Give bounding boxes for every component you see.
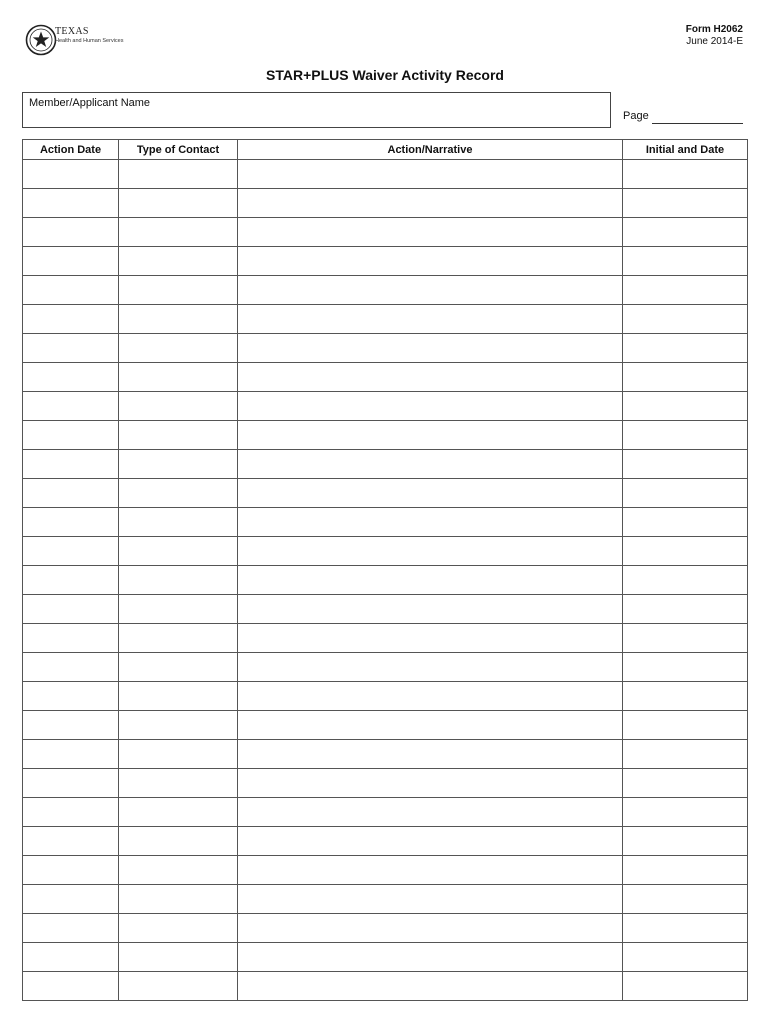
initial-and-date-cell[interactable] — [623, 972, 748, 1001]
logo-state-text: TEXAS — [55, 26, 89, 37]
action-date-cell[interactable] — [23, 334, 119, 363]
page-number-field[interactable] — [652, 123, 743, 124]
action-narrative-cell[interactable] — [238, 508, 623, 537]
initial-and-date-cell[interactable] — [623, 189, 748, 218]
initial-and-date-cell[interactable] — [623, 537, 748, 566]
column-action-narrative: Action/Narrative — [238, 140, 623, 160]
action-narrative-cell[interactable] — [238, 537, 623, 566]
type-of-contact-cell[interactable] — [119, 624, 238, 653]
table-row — [23, 421, 748, 450]
action-narrative-cell[interactable] — [238, 943, 623, 972]
initial-and-date-cell[interactable] — [623, 450, 748, 479]
action-narrative-cell[interactable] — [238, 711, 623, 740]
table-row — [23, 508, 748, 537]
table-row — [23, 827, 748, 856]
type-of-contact-cell[interactable] — [119, 740, 238, 769]
initial-and-date-cell[interactable] — [623, 479, 748, 508]
initial-and-date-cell[interactable] — [623, 769, 748, 798]
form-title: STAR+PLUS Waiver Activity Record — [266, 67, 504, 83]
action-narrative-cell[interactable] — [238, 827, 623, 856]
type-of-contact-cell[interactable] — [119, 247, 238, 276]
action-date-cell[interactable] — [23, 189, 119, 218]
action-narrative-cell[interactable] — [238, 856, 623, 885]
type-of-contact-cell[interactable] — [119, 189, 238, 218]
type-of-contact-cell[interactable] — [119, 363, 238, 392]
table-row — [23, 566, 748, 595]
table-row — [23, 972, 748, 1001]
initial-and-date-cell[interactable] — [623, 566, 748, 595]
action-narrative-cell[interactable] — [238, 363, 623, 392]
form-number: Form H2062 — [685, 24, 743, 35]
action-narrative-cell[interactable] — [238, 392, 623, 421]
column-type-of-contact: Type of Contact — [119, 140, 238, 160]
table-row — [23, 682, 748, 711]
initial-and-date-cell[interactable] — [623, 624, 748, 653]
type-of-contact-cell[interactable] — [119, 856, 238, 885]
table-row — [23, 247, 748, 276]
type-of-contact-cell[interactable] — [119, 769, 238, 798]
column-initial-and-date: Initial and Date — [623, 140, 748, 160]
initial-and-date-cell[interactable] — [623, 160, 748, 189]
type-of-contact-cell[interactable] — [119, 334, 238, 363]
action-narrative-cell[interactable] — [238, 972, 623, 1001]
action-date-cell[interactable] — [23, 798, 119, 827]
initial-and-date-cell[interactable] — [623, 798, 748, 827]
type-of-contact-cell[interactable] — [119, 479, 238, 508]
texas-seal-icon — [25, 24, 57, 56]
type-of-contact-cell[interactable] — [119, 566, 238, 595]
initial-and-date-cell[interactable] — [623, 508, 748, 537]
action-date-cell[interactable] — [23, 276, 119, 305]
type-of-contact-cell[interactable] — [119, 914, 238, 943]
action-narrative-cell[interactable] — [238, 247, 623, 276]
initial-and-date-cell[interactable] — [623, 305, 748, 334]
action-date-cell[interactable] — [23, 885, 119, 914]
action-date-cell[interactable] — [23, 421, 119, 450]
initial-and-date-cell[interactable] — [623, 421, 748, 450]
initial-and-date-cell[interactable] — [623, 885, 748, 914]
action-narrative-cell[interactable] — [238, 276, 623, 305]
action-date-cell[interactable] — [23, 218, 119, 247]
initial-and-date-cell[interactable] — [623, 827, 748, 856]
type-of-contact-cell[interactable] — [119, 392, 238, 421]
action-date-cell[interactable] — [23, 305, 119, 334]
table-row — [23, 740, 748, 769]
type-of-contact-cell[interactable] — [119, 943, 238, 972]
initial-and-date-cell[interactable] — [623, 218, 748, 247]
type-of-contact-cell[interactable] — [119, 508, 238, 537]
table-row — [23, 160, 748, 189]
action-narrative-cell[interactable] — [238, 885, 623, 914]
action-date-cell[interactable] — [23, 653, 119, 682]
table-row — [23, 653, 748, 682]
type-of-contact-cell[interactable] — [119, 276, 238, 305]
table-header-row — [23, 140, 748, 160]
form-revision-date: June 2014-E — [686, 36, 743, 47]
action-date-cell[interactable] — [23, 595, 119, 624]
type-of-contact-cell[interactable] — [119, 218, 238, 247]
type-of-contact-cell[interactable] — [119, 653, 238, 682]
action-narrative-cell[interactable] — [238, 914, 623, 943]
initial-and-date-cell[interactable] — [623, 363, 748, 392]
initial-and-date-cell[interactable] — [623, 682, 748, 711]
table-row — [23, 624, 748, 653]
type-of-contact-cell[interactable] — [119, 972, 238, 1001]
action-narrative-cell[interactable] — [238, 682, 623, 711]
table-row — [23, 218, 748, 247]
table-row — [23, 305, 748, 334]
page-label: Page — [623, 110, 649, 122]
activity-table-body — [23, 160, 748, 1001]
type-of-contact-cell[interactable] — [119, 711, 238, 740]
type-of-contact-cell[interactable] — [119, 305, 238, 334]
initial-and-date-cell[interactable] — [623, 595, 748, 624]
table-row — [23, 363, 748, 392]
action-narrative-cell[interactable] — [238, 566, 623, 595]
action-date-cell[interactable] — [23, 566, 119, 595]
action-date-cell[interactable] — [23, 508, 119, 537]
action-narrative-cell[interactable] — [238, 798, 623, 827]
table-row — [23, 914, 748, 943]
initial-and-date-cell[interactable] — [623, 943, 748, 972]
action-date-cell[interactable] — [23, 247, 119, 276]
type-of-contact-cell[interactable] — [119, 421, 238, 450]
table-row — [23, 334, 748, 363]
table-row — [23, 798, 748, 827]
action-narrative-cell[interactable] — [238, 595, 623, 624]
initial-and-date-cell[interactable] — [623, 740, 748, 769]
table-row — [23, 943, 748, 972]
table-row — [23, 450, 748, 479]
action-narrative-cell[interactable] — [238, 334, 623, 363]
action-date-cell[interactable] — [23, 160, 119, 189]
action-date-cell[interactable] — [23, 682, 119, 711]
table-row — [23, 769, 748, 798]
action-narrative-cell[interactable] — [238, 160, 623, 189]
activity-table — [22, 139, 748, 1001]
initial-and-date-cell[interactable] — [623, 856, 748, 885]
action-date-cell[interactable] — [23, 624, 119, 653]
table-row — [23, 885, 748, 914]
action-narrative-cell[interactable] — [238, 740, 623, 769]
type-of-contact-cell[interactable] — [119, 682, 238, 711]
initial-and-date-cell[interactable] — [623, 392, 748, 421]
type-of-contact-cell[interactable] — [119, 160, 238, 189]
action-date-cell[interactable] — [23, 479, 119, 508]
table-row — [23, 189, 748, 218]
type-of-contact-cell[interactable] — [119, 827, 238, 856]
initial-and-date-cell[interactable] — [623, 247, 748, 276]
column-action-date: Action Date — [23, 140, 119, 160]
action-date-cell[interactable] — [23, 827, 119, 856]
action-date-cell[interactable] — [23, 769, 119, 798]
action-narrative-cell[interactable] — [238, 421, 623, 450]
initial-and-date-cell[interactable] — [623, 914, 748, 943]
form-identifier — [686, 24, 743, 48]
texas-hhs-logo — [25, 24, 145, 58]
initial-and-date-cell[interactable] — [623, 334, 748, 363]
initial-and-date-cell[interactable] — [623, 711, 748, 740]
action-narrative-cell[interactable] — [238, 653, 623, 682]
table-row — [23, 479, 748, 508]
action-date-cell[interactable] — [23, 363, 119, 392]
type-of-contact-cell[interactable] — [119, 798, 238, 827]
table-row — [23, 595, 748, 624]
table-row — [23, 856, 748, 885]
action-date-cell[interactable] — [23, 914, 119, 943]
table-row — [23, 711, 748, 740]
action-date-cell[interactable] — [23, 972, 119, 1001]
action-narrative-cell[interactable] — [238, 218, 623, 247]
action-narrative-cell[interactable] — [238, 189, 623, 218]
action-date-cell[interactable] — [23, 711, 119, 740]
action-narrative-cell[interactable] — [238, 479, 623, 508]
type-of-contact-cell[interactable] — [119, 595, 238, 624]
action-date-cell[interactable] — [23, 392, 119, 421]
initial-and-date-cell[interactable] — [623, 653, 748, 682]
action-date-cell[interactable] — [23, 943, 119, 972]
member-name-label: Member/Applicant Name — [29, 97, 151, 109]
action-date-cell[interactable] — [23, 856, 119, 885]
table-row — [23, 276, 748, 305]
action-narrative-cell[interactable] — [238, 450, 623, 479]
action-date-cell[interactable] — [23, 450, 119, 479]
action-narrative-cell[interactable] — [238, 305, 623, 334]
table-row — [23, 392, 748, 421]
logo-agency-text: Health and Human Services — [55, 38, 124, 44]
action-narrative-cell[interactable] — [238, 769, 623, 798]
member-name-field[interactable] — [22, 92, 611, 128]
type-of-contact-cell[interactable] — [119, 537, 238, 566]
action-date-cell[interactable] — [23, 740, 119, 769]
action-date-cell[interactable] — [23, 537, 119, 566]
type-of-contact-cell[interactable] — [119, 450, 238, 479]
action-narrative-cell[interactable] — [238, 624, 623, 653]
type-of-contact-cell[interactable] — [119, 885, 238, 914]
initial-and-date-cell[interactable] — [623, 276, 748, 305]
table-row — [23, 537, 748, 566]
